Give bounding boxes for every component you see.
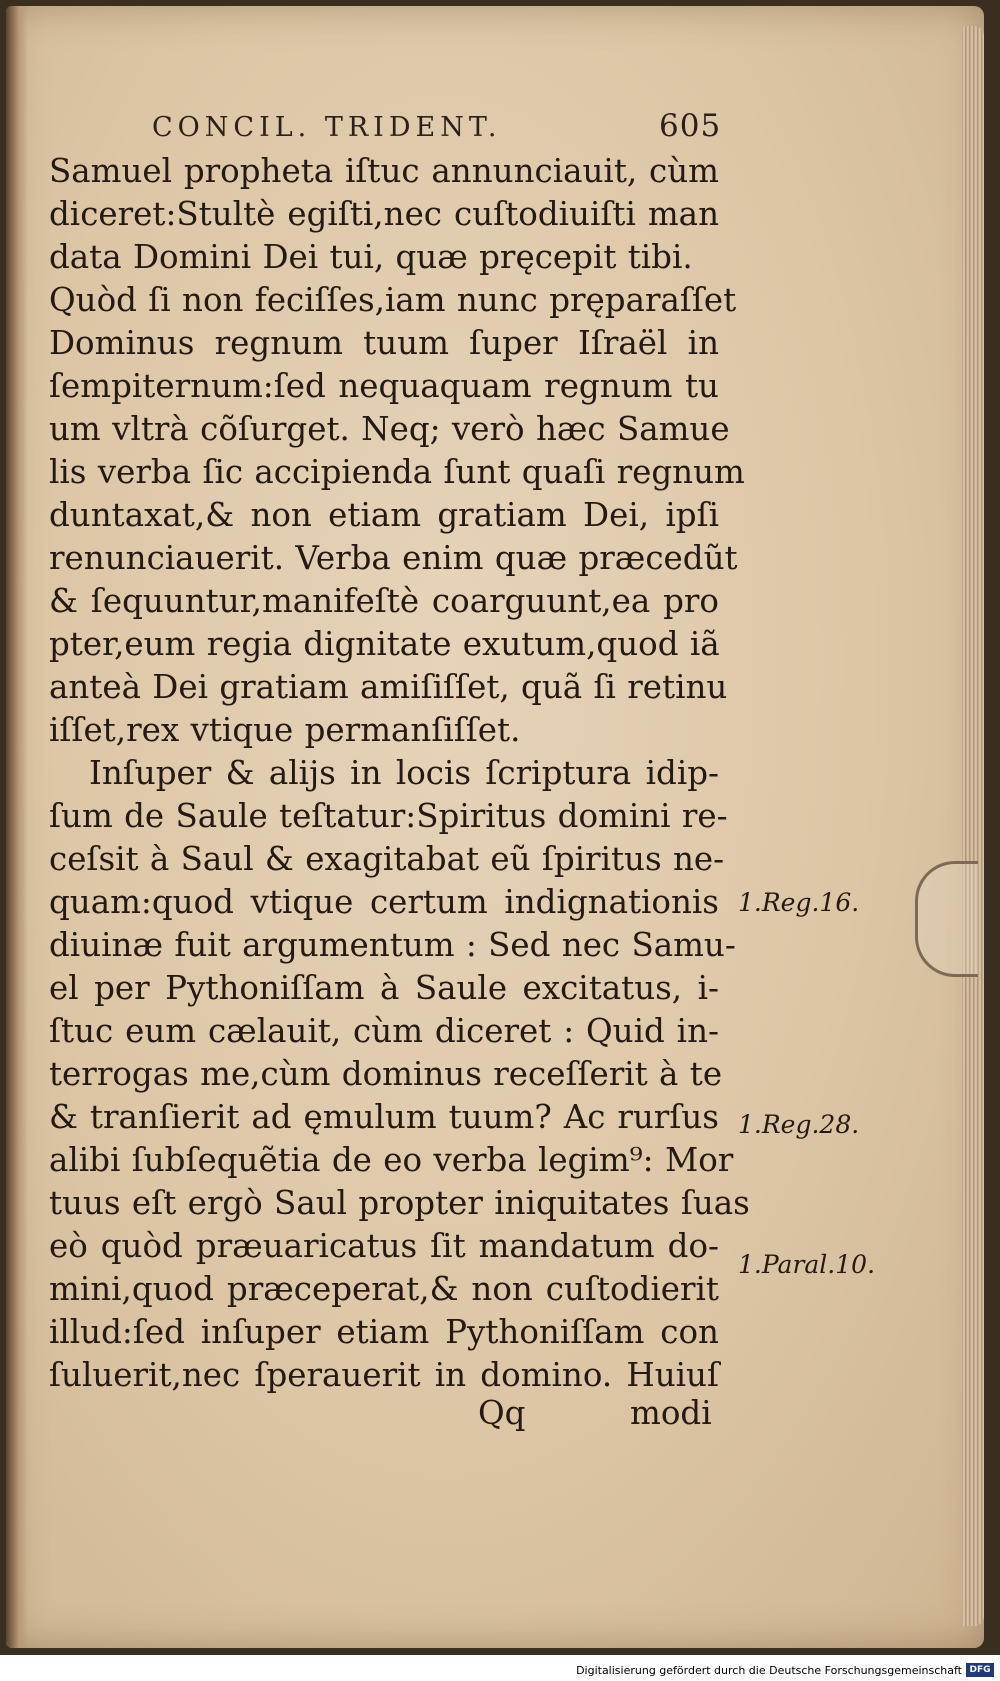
text-line: Quòd ſi non feciſſes,iam nunc pręparaſſet (49, 281, 737, 319)
text-line: tuus eſt ergò Saul propter iniquitates ſuas (49, 1184, 750, 1222)
text-line: ceſsit à Saul & exagitabat eũ ſpiritus ne- (49, 840, 725, 878)
text-line: iſſet,rex vtique permanſiſſet. (49, 711, 521, 749)
text-line: duntaxat,& non etiam gratiam Dei, ipſi (49, 496, 719, 534)
text-line: diceret:Stultè egiſti,nec cuſtodiuiſti man (49, 195, 719, 233)
text-line: renunciauerit. Verba enim quæ præcedũt (49, 539, 738, 577)
text-line: anteà Dei gratiam amiſiſſet, quã ſi retinu (49, 668, 728, 706)
text-line: & tranſierit ad ęmulum tuum? Ac rurſus (49, 1098, 719, 1136)
text-line: lis verba ſic accipienda ſunt quaſi regnum (49, 453, 745, 491)
text-line: alibi ſubſequẽtia de eo verba legim⁹: Mor (49, 1141, 734, 1179)
page-edges (962, 26, 984, 1626)
book-gutter (6, 6, 28, 1648)
running-head: CONCIL. TRIDENT. (152, 112, 502, 143)
text-line: illud:ſed inſuper etiam Pythoniſſam con (49, 1313, 719, 1351)
text-line: data Domini Dei tui, quæ pręcepit tibi. (49, 238, 693, 276)
text-line: pter,eum regia dignitate exutum,quod iã (49, 625, 720, 663)
marginal-note: 1.Reg.16. (738, 888, 860, 917)
page-number: 605 (659, 108, 722, 144)
text-line: quam:quod vtique certum indignationis (49, 883, 719, 921)
text-line: & ſequuntur,manifeſtè coarguunt,ea pro (49, 582, 719, 620)
text-line: diuinæ fuit argumentum : Sed nec Samu- (49, 926, 736, 964)
marginal-note: 1.Paral.10. (738, 1250, 876, 1279)
text-line: ſum de Saule teſtatur:Spiritus domini re- (49, 797, 728, 835)
text-line: ſuluerit,nec ſperauerit in domino. Huiuſ (49, 1356, 719, 1394)
text-line: um vltrà cõſurget. Neq; verò hæc Samue (49, 410, 730, 448)
catchword: modi (630, 1394, 712, 1432)
dfg-logo: DFG (966, 1663, 994, 1677)
text-line: eò quòd præuaricatus ſit mandatum do- (49, 1227, 719, 1265)
footer-credit: Digitalisierung gefördert durch die Deutsche Forschungsgemeinschaft (576, 1664, 962, 1677)
text-line: terrogas me,cùm dominus receſſerit à te (49, 1055, 723, 1093)
text-line: Dominus regnum tuum ſuper Iſraël in (49, 324, 719, 362)
text-line: mini,quod præceperat,& non cuſtodierit (49, 1270, 719, 1308)
marginal-note: 1.Reg.28. (738, 1110, 860, 1139)
text-line: ſtuc eum cælauit, cùm diceret : Quid in- (49, 1012, 719, 1050)
text-line: Inſuper & alijs in locis ſcriptura idip- (89, 754, 719, 792)
main-text-block (49, 150, 750, 1397)
text-line: el per Pythoniſſam à Saule excitatus, i- (49, 969, 719, 1007)
clasp-tab (915, 861, 978, 977)
signature-mark: Qq (478, 1394, 526, 1432)
text-line: Samuel propheta iſtuc annunciauit, cùm (49, 152, 719, 190)
text-line: ſempiternum:ſed nequaquam regnum tu (49, 367, 719, 405)
